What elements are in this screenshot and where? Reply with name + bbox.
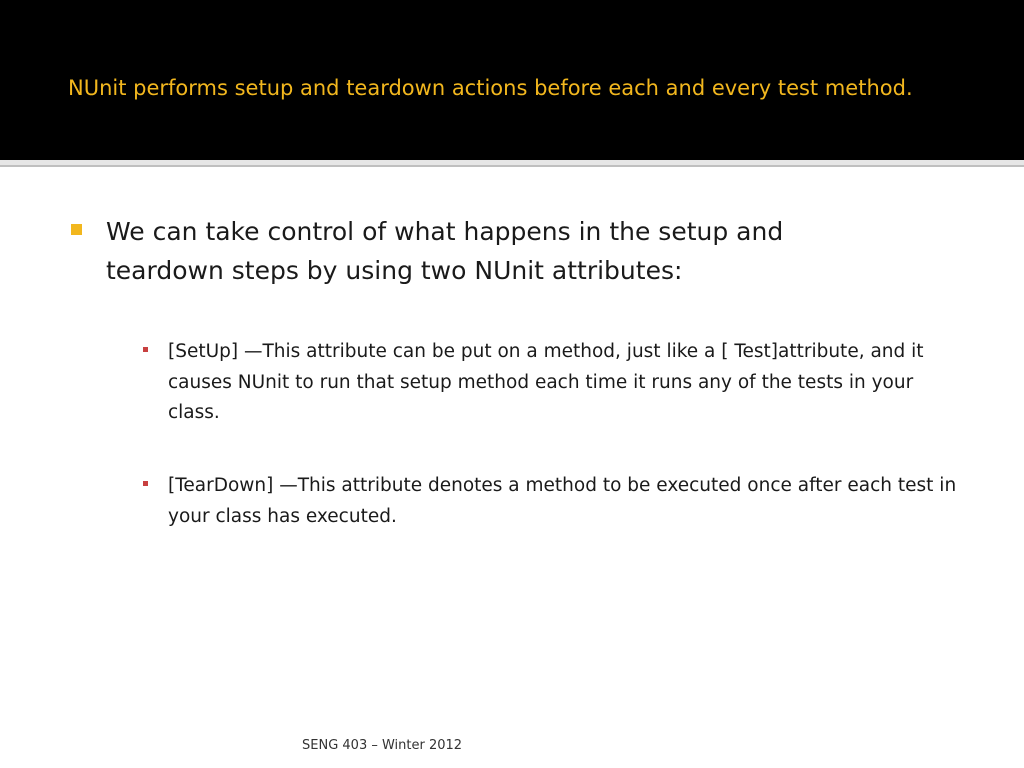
- bullet-small-square-icon: [143, 347, 148, 352]
- bullet-level2-setup: [SetUp] —This attribute can be put on a method, just like a [ Test]attribute, and it causes NUnit to run that setup method each time it runs any of the tests in your class.: [168, 341, 924, 423]
- bullet-small-square-icon: [143, 481, 148, 486]
- bullet-square-icon: [71, 224, 82, 235]
- slide-title: NUnit performs setup and teardown actions before each and every test method.: [68, 76, 913, 100]
- bullet-level2-teardown: [TearDown] —This attribute denotes a method to be executed once after each test in your class has executed.: [168, 475, 957, 527]
- title-divider-shadow: [0, 165, 1024, 167]
- slide-footer: SENG 403 – Winter 2012: [302, 738, 463, 753]
- bullet-level1: We can take control of what happens in the setup and teardown steps by using two NUnit attributes:: [106, 217, 784, 285]
